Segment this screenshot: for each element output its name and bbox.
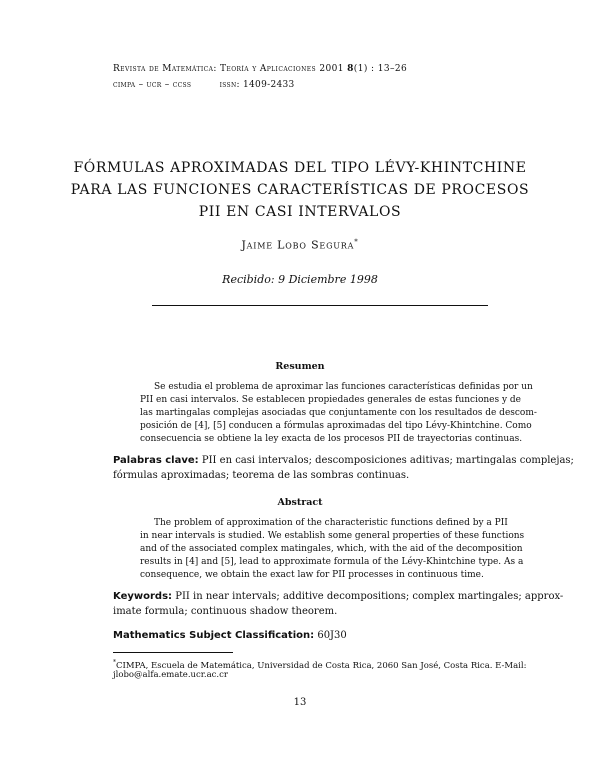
page-number: 13 — [293, 697, 307, 708]
paper-title-line-3: PII EN CASI INTERVALOS — [198, 204, 402, 220]
keywords-continued: imate formula; continuous shadow theorem. — [113, 606, 338, 617]
received-date: Recibido: 9 Diciembre 1998 — [222, 273, 378, 286]
msc-value: 60J30 — [317, 630, 347, 641]
abstract-heading: Abstract — [277, 497, 323, 508]
author-name: Jaime Lobo Segura — [241, 238, 355, 252]
footnote-email: jlobo@alfa.emate.ucr.ac.cr — [113, 670, 228, 680]
resumen-heading: Resumen — [275, 361, 325, 372]
resumen-line: Se estudia el problema de aproximar las funciones características definidas por un — [154, 382, 533, 392]
journal-volume: 8 — [347, 64, 354, 74]
footnote-affiliation: CIMPA, Escuela de Matemática, Universidad de Costa Rica, 2060 San José, Costa Rica. E-Mail: — [116, 660, 527, 671]
footnote-mark: * — [113, 659, 116, 666]
msc-label: Mathematics Subject Classification: — [113, 630, 315, 641]
palabras-clave-label: Palabras clave: — [113, 455, 199, 466]
abstract-line: consequence, we obtain the exact law for PII processes in continuous time. — [140, 570, 484, 580]
palabras-clave-continued: fórmulas aproximadas; teorema de las sombras continuas. — [113, 470, 410, 481]
resumen-line: las martingalas complejas asociadas que conjuntamente con los resultados de descom- — [140, 408, 537, 418]
abstract-line: results in [4] and [5], lead to approximate formula of the Lévy-Khintchine type. As a — [140, 557, 524, 567]
abstract-line: The problem of approximation of the characteristic functions defined by a PII — [154, 518, 508, 528]
keywords — [113, 589, 564, 604]
keywords-text: PII in near intervals; additive decompositions; complex martingales; approx- — [175, 591, 564, 602]
footnote-divider — [113, 652, 233, 653]
palabras-clave-text: PII en casi intervalos; descomposiciones aditivas; martingalas complejas; — [201, 455, 574, 466]
palabras-clave — [113, 453, 574, 468]
paper-title-line-1: FÓRMULAS APROXIMADAS DEL TIPO LÉVY-KHINTCHINE — [73, 160, 527, 176]
publisher-line — [113, 80, 295, 90]
journal-name: Revista de Matemática: Teoría y Aplicaciones 2001 — [113, 64, 344, 74]
issn: issn: 1409-2433 — [219, 80, 295, 90]
author-footnote-mark: * — [354, 238, 359, 246]
title-divider — [152, 305, 488, 306]
resumen-line: consecuencia se obtiene la ley exacta de los procesos PII de trayectorias continuas. — [140, 434, 523, 444]
abstract-line: in near intervals is studied. We establish some general properties of these functions — [140, 531, 525, 541]
resumen-line: PII en casi intervalos. Se establecen propiedades generales de estas funciones y de — [140, 395, 522, 405]
publisher: cimpa – ucr – ccss — [113, 80, 192, 90]
msc-classification — [113, 630, 347, 641]
keywords-label: Keywords: — [113, 591, 173, 602]
journal-pages: : 13–26 — [371, 64, 408, 74]
resumen-line: posición de [4], [5] conducen a fórmulas aproximadas del tipo Lévy-Khintchine. Como — [140, 421, 532, 431]
journal-issue: (1) — [353, 64, 368, 74]
journal-header — [113, 64, 407, 74]
author — [0, 238, 600, 252]
paper-title-line-2: PARA LAS FUNCIONES CARACTERÍSTICAS DE PROCESOS — [70, 182, 530, 198]
abstract-line: and of the associated complex matingales, which, with the aid of the decomposition — [140, 544, 523, 554]
